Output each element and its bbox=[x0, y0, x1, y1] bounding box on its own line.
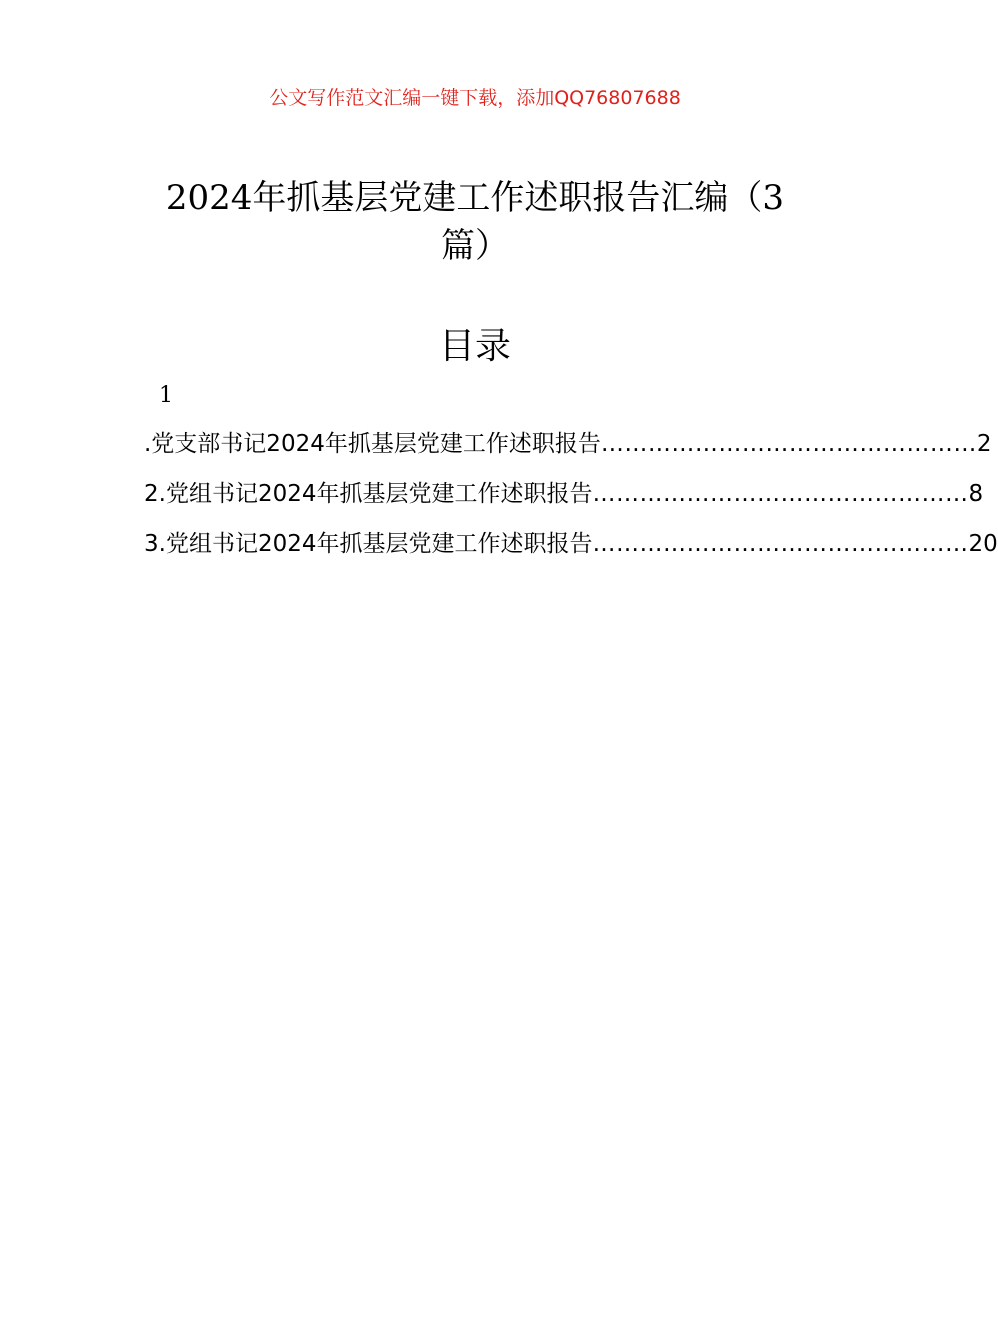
toc-item-label: 3.党组书记2024年抓基层党建工作述职报告 bbox=[144, 531, 593, 557]
toc-item-label: 2.党组书记2024年抓基层党建工作述职报告 bbox=[144, 481, 593, 507]
toc-item[interactable] bbox=[144, 524, 998, 574]
promo-banner-text: 公文写作范文汇编一键下载，添加QQ76807688 bbox=[269, 87, 681, 109]
toc-leader-dots: ………………………………………… bbox=[592, 481, 969, 507]
document-title: 2024年抓基层党建工作述职报告汇编（3篇） bbox=[165, 178, 785, 266]
toc-leader-dots: ………………………………………… bbox=[600, 431, 977, 457]
toc-leader-dots: ………………………………………… bbox=[592, 531, 969, 557]
toc-item[interactable] bbox=[144, 474, 984, 524]
toc-item[interactable] bbox=[144, 424, 992, 474]
toc-item-page: 8 bbox=[968, 481, 984, 507]
toc-stray-number: 1 bbox=[159, 383, 173, 408]
table-of-contents bbox=[144, 424, 998, 574]
toc-item-label: .党支部书记2024年抓基层党建工作述职报告 bbox=[144, 431, 601, 457]
toc-item-page: 2 bbox=[976, 431, 992, 457]
promo-banner bbox=[0, 84, 950, 112]
toc-item-page: 20 bbox=[968, 531, 998, 557]
toc-heading: 目录 bbox=[438, 326, 511, 367]
